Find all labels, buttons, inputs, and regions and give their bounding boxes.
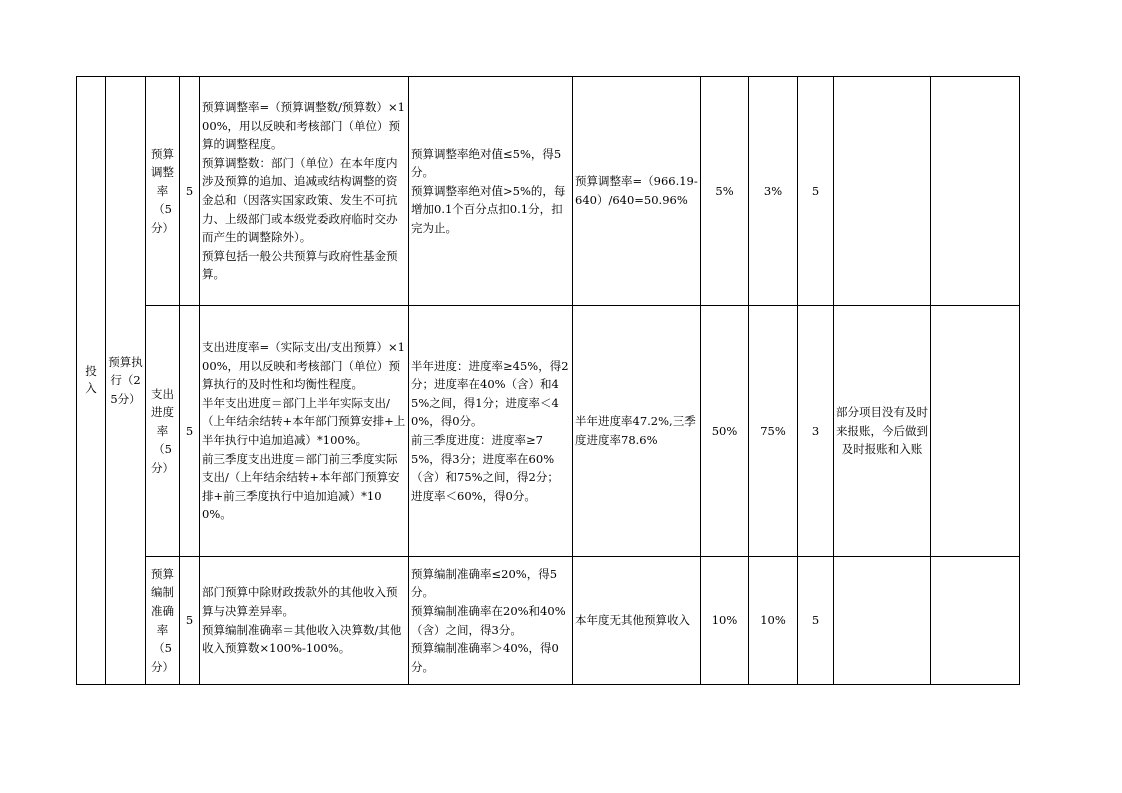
indicator-cell: 预算调整率（5分） [146, 77, 180, 306]
table-row [77, 77, 1020, 306]
criteria-cell: 预算编制准确率≤20%，得5分。 预算编制准确率在20%和40%（含）之间，得3分。 预算编制准确率＞40%，得0分。 [409, 557, 573, 685]
target-cell: 5% [701, 77, 749, 306]
level1-label: 投入 [85, 364, 97, 396]
score-cell: 5 [798, 557, 834, 685]
level2-cell: 预算执行（25分） [106, 77, 146, 685]
criteria-cell: 预算调整率绝对值≤5%，得5分。 预算调整率绝对值>5%的，每增加0.1个百分点扣0.1分，扣完为止。 [409, 77, 573, 306]
reason-cell [834, 77, 931, 306]
target-cell: 50% [701, 306, 749, 557]
definition-cell: 预算调整率=（预算调整数/预算数）×100%，用以反映和考核部门（单位）预算的调整程度。 预算调整数：部门（单位）在本年度内涉及预算的追加、追减或结构调整的资金总和（因落实国家政策、发生不可抗力、上级部门或本级党委政府临时交办而产生的调整除外）。 预算包括一般公共预算与政府性基金预算。 [200, 77, 409, 306]
table-row [77, 557, 1020, 685]
criteria-cell: 半年进度：进度率≥45%，得2分；进度率在40%（含）和45%之间，得1分；进度率＜40%，得0分。 前三季度进度：进度率≥75%，得3分；进度率在60%（含）和75%之间，得2分；进度率＜60%，得0分。 [409, 306, 573, 557]
reason-cell [834, 557, 931, 685]
level1-cell [77, 77, 106, 685]
calc-cell: 本年度无其他预算收入 [573, 557, 701, 685]
weight-cell: 5 [180, 306, 200, 557]
note-cell [931, 557, 1020, 685]
score-cell: 5 [798, 77, 834, 306]
indicator-cell: 支出进度率（5分） [146, 306, 180, 557]
actual-cell: 75% [749, 306, 798, 557]
table-row [77, 306, 1020, 557]
definition-cell: 支出进度率=（实际支出/支出预算）×100%，用以反映和考核部门（单位）预算执行的及时性和均衡性程度。 半年支出进度＝部门上半年实际支出/（上年结余结转+本年部门预算安排+上半年执行中追加追减）*100%。 前三季度支出进度＝部门前三季度实际支出/（上年结余结转+本年部门预算安排+前三季度执行中追加追减）*100%。 [200, 306, 409, 557]
evaluation-table [76, 76, 1020, 685]
indicator-cell: 预算编制准确率（5分） [146, 557, 180, 685]
calc-cell: 半年进度率47.2%,三季度进度率78.6% [573, 306, 701, 557]
note-cell [931, 306, 1020, 557]
actual-cell: 10% [749, 557, 798, 685]
reason-cell: 部分项目没有及时来报账，今后做到及时报账和入账 [834, 306, 931, 557]
definition-cell: 部门预算中除财政拨款外的其他收入预算与决算差异率。 预算编制准确率＝其他收入决算数/其他收入预算数×100%-100%。 [200, 557, 409, 685]
target-cell: 10% [701, 557, 749, 685]
calc-cell: 预算调整率=（966.19-640）/640=50.96% [573, 77, 701, 306]
actual-cell: 3% [749, 77, 798, 306]
weight-cell: 5 [180, 557, 200, 685]
weight-cell: 5 [180, 77, 200, 306]
note-cell [931, 77, 1020, 306]
score-cell: 3 [798, 306, 834, 557]
